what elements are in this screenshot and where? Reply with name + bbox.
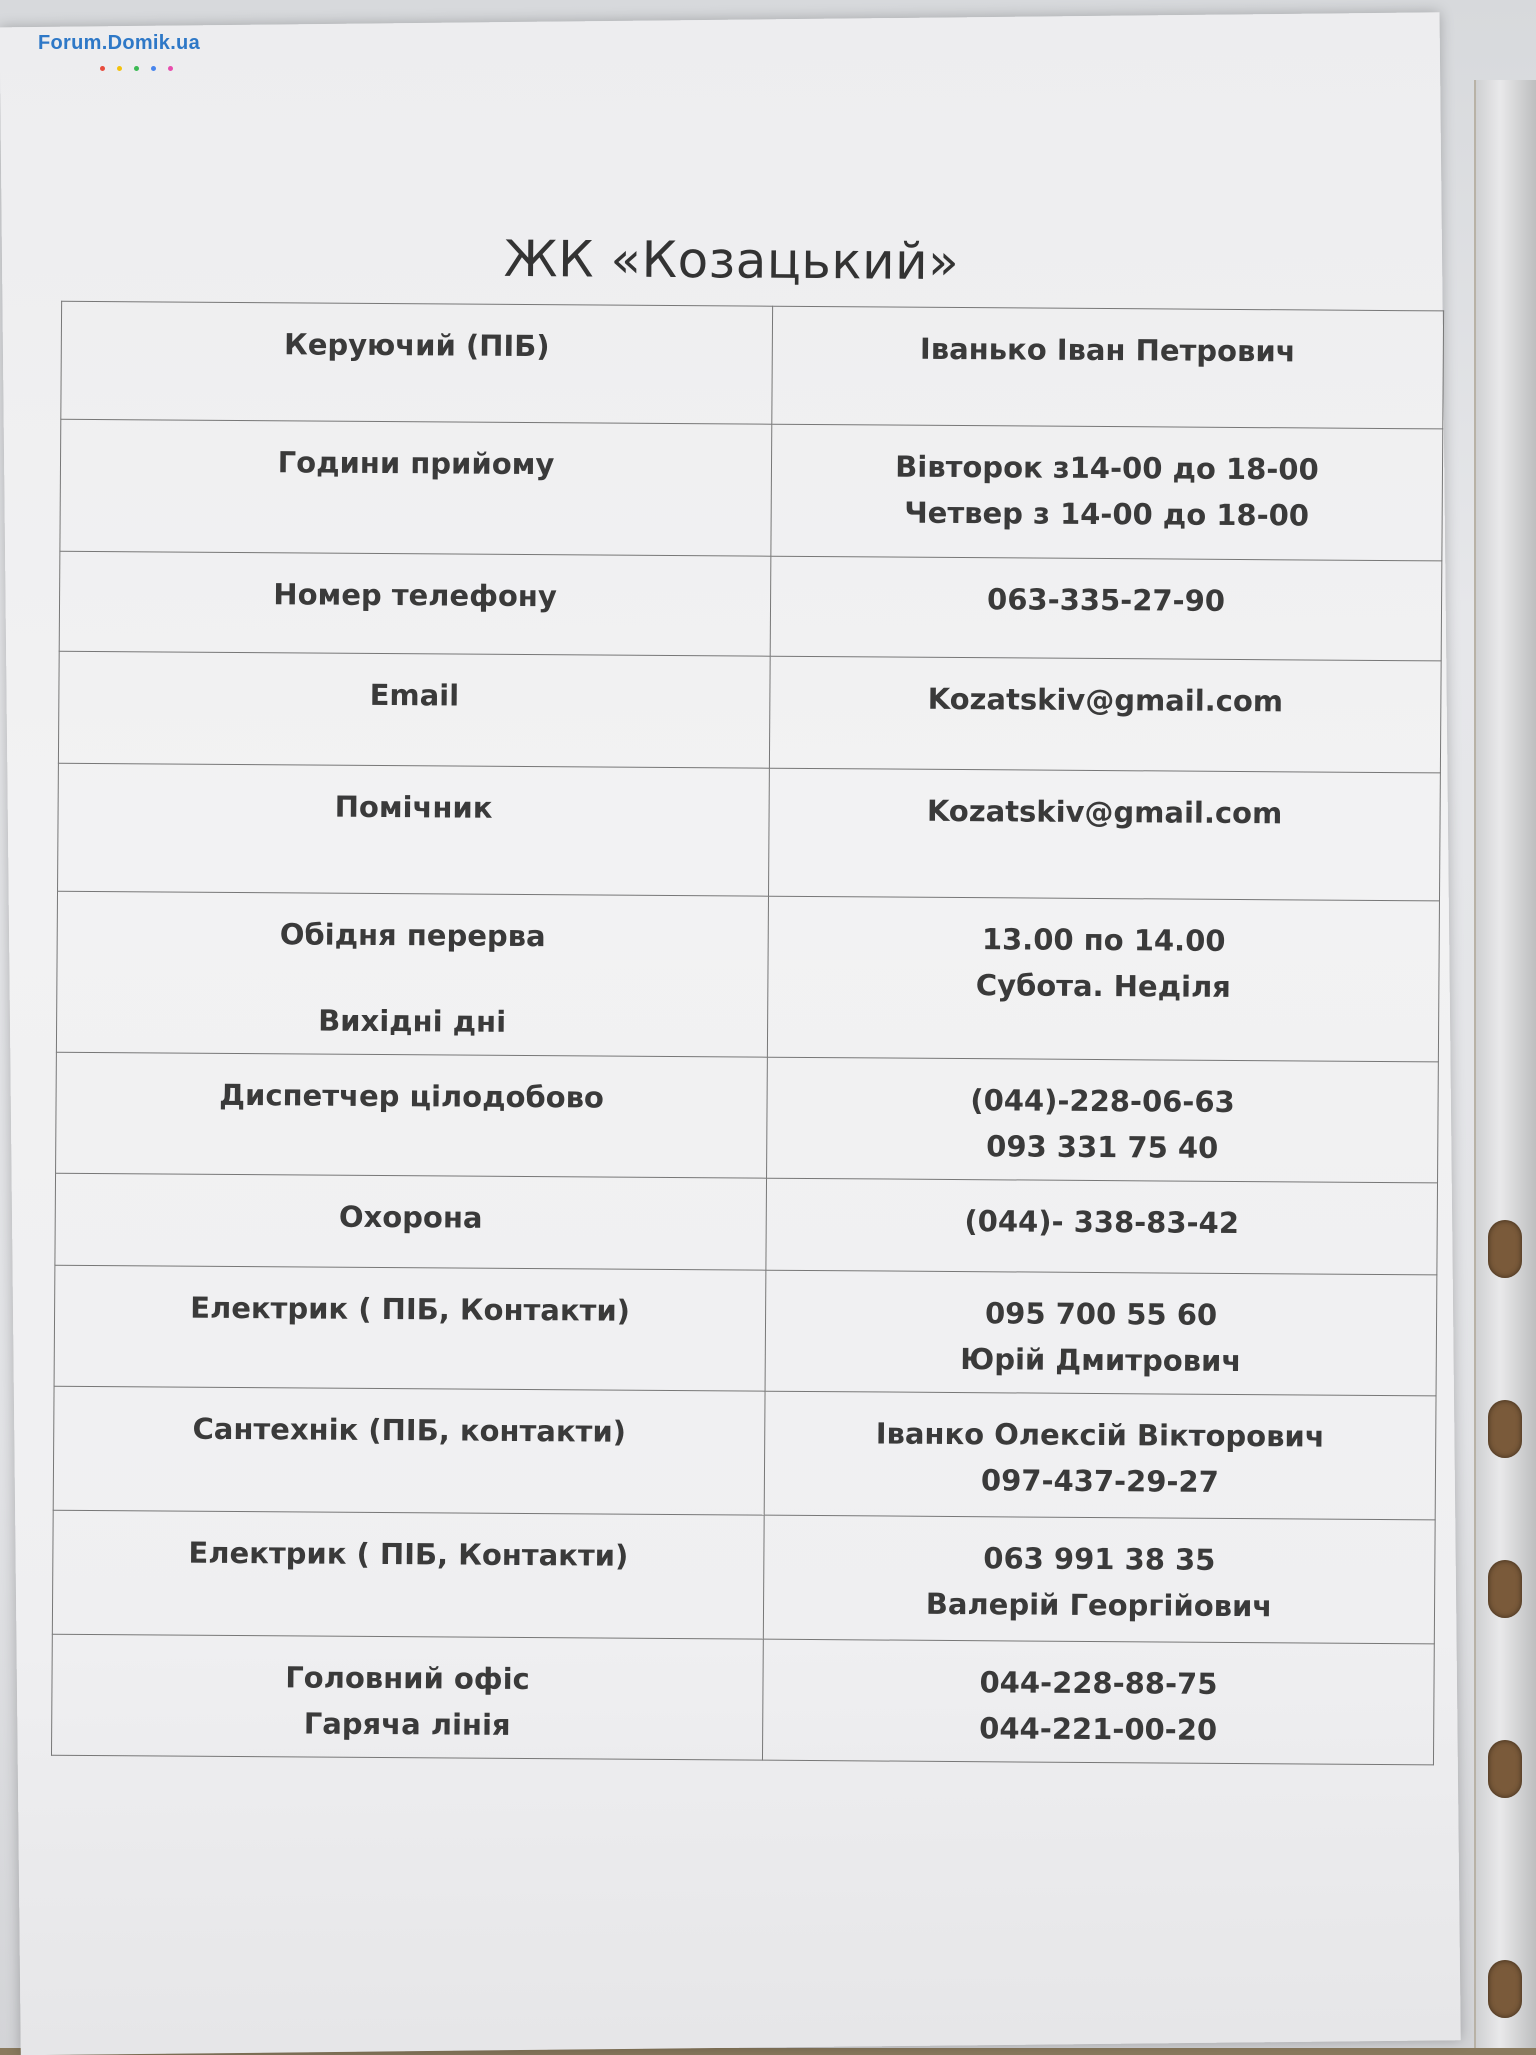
row-label — [55, 1173, 767, 1270]
binder-hole — [1488, 1400, 1522, 1458]
value-text: (044)-228-06-63 — [970, 1083, 1235, 1119]
value-text: 063-335-27-90 — [987, 582, 1226, 618]
table-row — [58, 651, 1441, 773]
label-text: Диспетчер цілодобово — [219, 1077, 605, 1115]
contact-table — [51, 301, 1444, 1766]
table-row — [56, 1052, 1439, 1183]
row-label — [58, 651, 770, 768]
row-label — [53, 1386, 765, 1515]
watermark-dot — [117, 66, 122, 71]
label-text: Електрик ( ПІБ, Контакти) — [188, 1535, 629, 1573]
row-value — [770, 556, 1442, 661]
row-label — [56, 891, 768, 1057]
row-value — [765, 1270, 1437, 1396]
binder-hole — [1488, 1220, 1522, 1278]
watermark-logo: Forum.Domik.ua — [38, 32, 200, 54]
watermark-dot — [168, 66, 173, 71]
table-row — [56, 891, 1439, 1062]
table-row — [54, 1265, 1437, 1396]
label-text: Обідня перерва — [279, 917, 546, 954]
label-text: Сантехнік (ПІБ, контакти) — [192, 1411, 627, 1449]
binder-hole — [1488, 1740, 1522, 1798]
row-label — [51, 1634, 763, 1760]
row-label — [59, 551, 771, 656]
row-label — [61, 301, 773, 424]
row-value — [767, 1057, 1439, 1183]
table-row — [61, 301, 1444, 429]
label-text: Охорона — [338, 1199, 483, 1235]
value-text: 044-228-88-75 — [979, 1665, 1218, 1701]
label-text: Електрик ( ПІБ, Контакти) — [190, 1290, 631, 1328]
value-text: 093 331 75 40 — [986, 1129, 1219, 1165]
spacer — [67, 956, 757, 1001]
table-row — [52, 1510, 1435, 1644]
binder-hole — [1488, 1560, 1522, 1618]
table-row — [58, 763, 1441, 901]
email-link[interactable]: Kozatskiv@gmail.com — [926, 793, 1283, 831]
row-label — [52, 1510, 764, 1639]
value-text: Валерій Георгійович — [925, 1586, 1273, 1624]
value-text: Субота. Неділя — [975, 968, 1231, 1004]
binder-hole — [1488, 1960, 1522, 2018]
value-text: 063 991 38 35 — [983, 1541, 1216, 1577]
row-value — [766, 1178, 1438, 1275]
value-text: 095 700 55 60 — [984, 1296, 1218, 1332]
table-row — [60, 419, 1443, 561]
row-value — [767, 896, 1439, 1062]
row-value — [762, 1639, 1434, 1765]
row-label — [58, 763, 770, 896]
watermark-dot — [134, 66, 139, 71]
watermark-dot — [151, 66, 156, 71]
label-text: Гаряча лінія — [303, 1706, 511, 1742]
document — [51, 227, 1402, 1765]
table-row — [59, 551, 1442, 661]
value-text: Іванко Олексій Вікторович — [875, 1416, 1325, 1454]
document-title: ЖК «Козацький» — [503, 229, 960, 292]
value-text: Іванько Іван Петрович — [919, 331, 1296, 369]
watermark-dots — [100, 58, 185, 76]
value-text: Четвер з 14-00 до 18-00 — [904, 495, 1310, 533]
sleeve-binding-strip — [1474, 80, 1536, 2048]
table-row — [55, 1173, 1438, 1275]
email-link[interactable]: Kozatskiv@gmail.com — [927, 681, 1284, 719]
row-value — [772, 306, 1444, 429]
row-value — [764, 1391, 1436, 1520]
row-value — [763, 1515, 1435, 1644]
label-text: Номер телефону — [273, 577, 557, 614]
label-text: Головний офіс — [285, 1660, 530, 1697]
label-text: Помічник — [334, 789, 493, 825]
value-text: 13.00 по 14.00 — [981, 922, 1226, 958]
row-label — [60, 419, 772, 556]
label-text: Години прийому — [277, 445, 555, 482]
row-value — [769, 768, 1441, 901]
row-value — [769, 656, 1441, 773]
row-label — [56, 1052, 768, 1178]
value-text: Юрій Дмитрович — [960, 1342, 1242, 1379]
value-text: (044)- 338-83-42 — [964, 1204, 1240, 1240]
label-text: Керуючий (ПІБ) — [283, 327, 550, 364]
label-text: Вихідні дні — [318, 1003, 507, 1039]
table-row — [53, 1386, 1436, 1520]
label-text: Email — [369, 677, 460, 713]
value-text: Вівторок з14-00 до 18-00 — [895, 449, 1319, 487]
watermark-dot — [100, 66, 105, 71]
table-row — [51, 1634, 1434, 1765]
value-text: 044-221-00-20 — [979, 1711, 1218, 1747]
row-label — [54, 1265, 766, 1391]
value-text: 097-437-29-27 — [980, 1463, 1219, 1499]
row-value — [771, 424, 1443, 561]
paper-sheet — [0, 12, 1461, 2055]
